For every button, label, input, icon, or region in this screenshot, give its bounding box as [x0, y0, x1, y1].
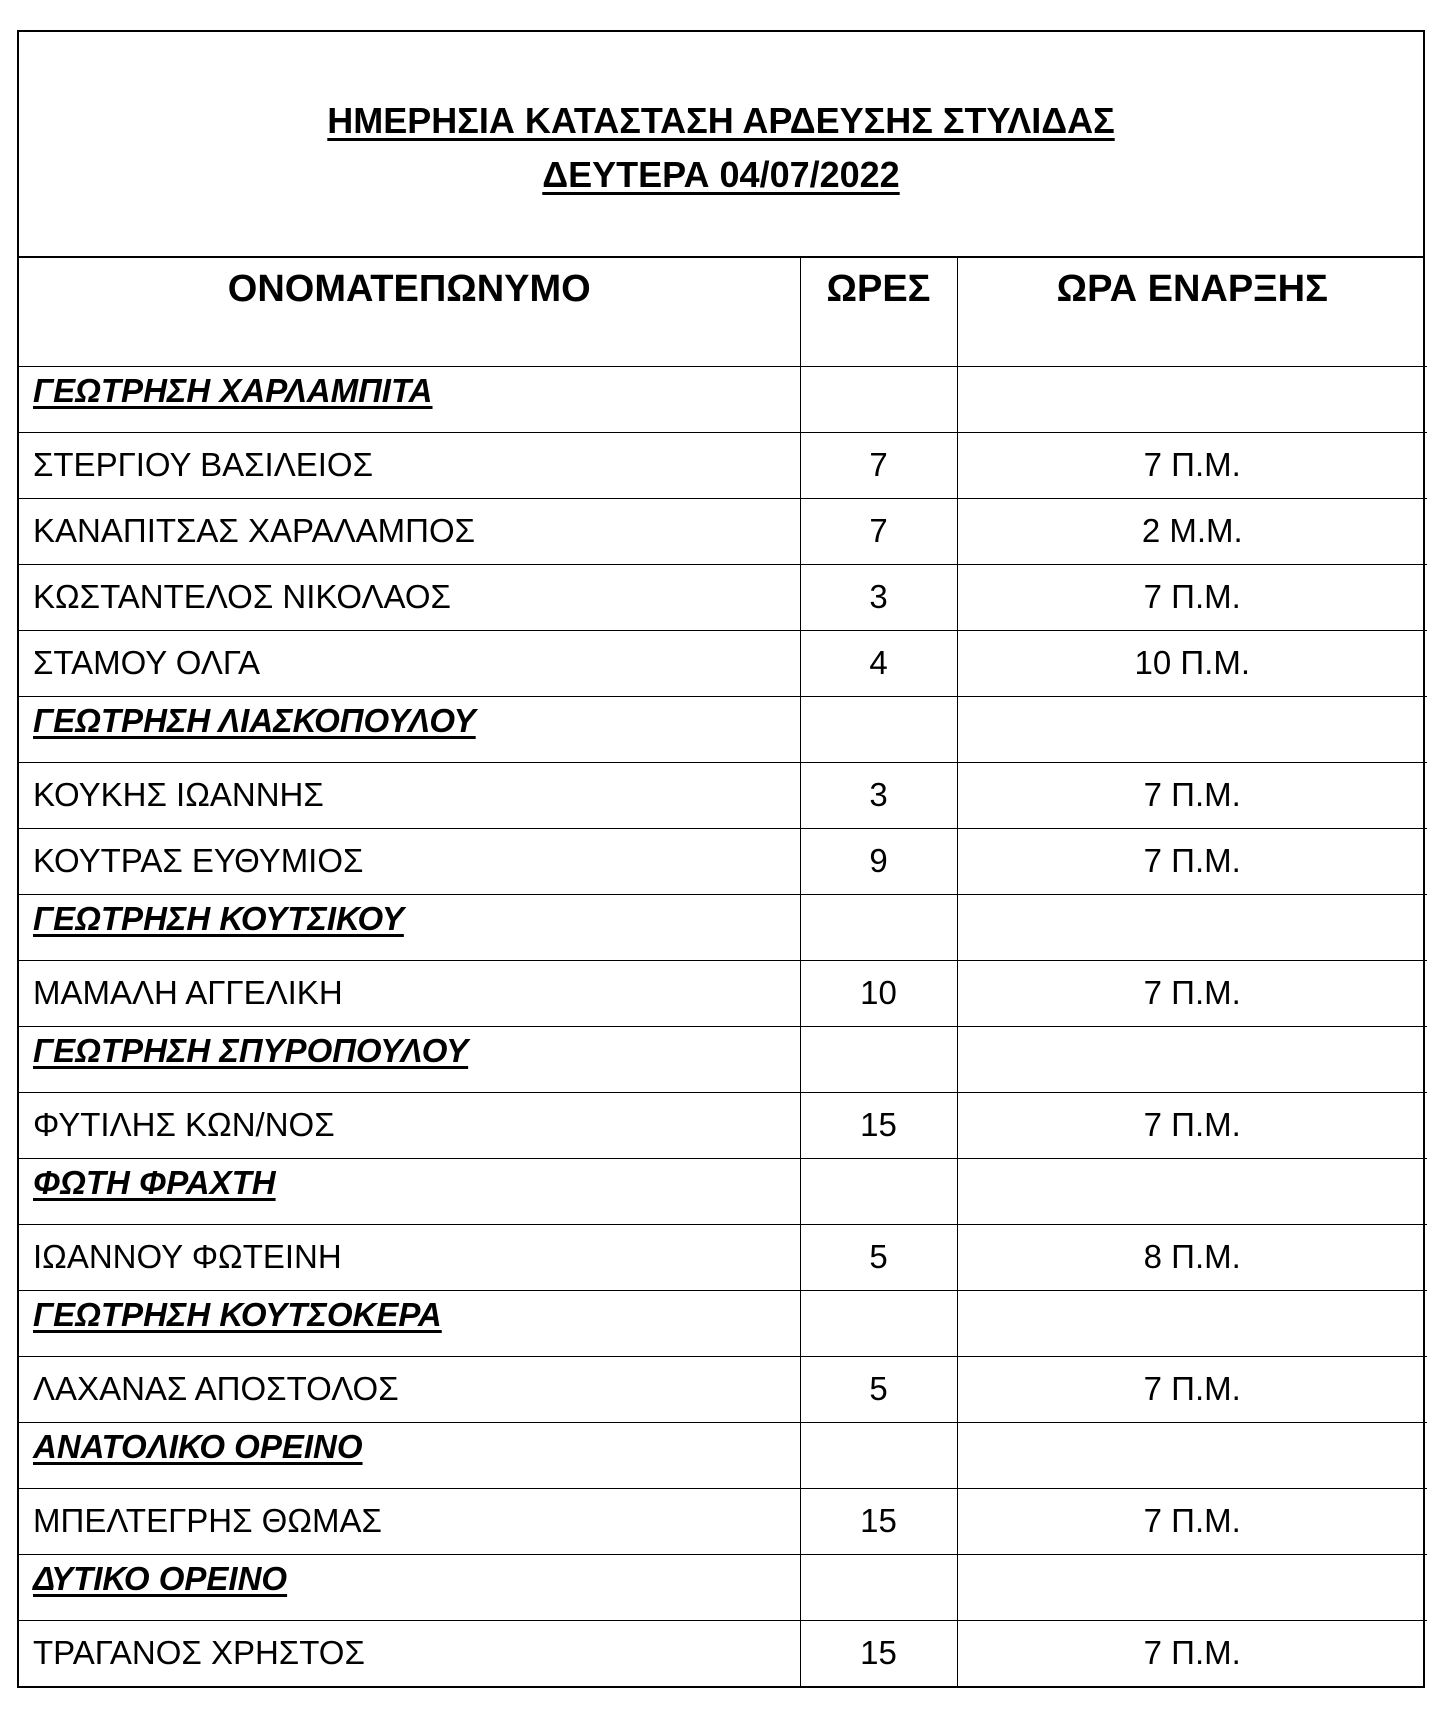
person-name: ΤΡΑΓΑΝΟΣ ΧΡΗΣΤΟΣ: [19, 1620, 800, 1686]
person-name: ΣΤΑΜΟΥ ΟΛΓΑ: [19, 630, 800, 696]
table-row: [19, 564, 1427, 630]
hours-cell: 5: [800, 1224, 957, 1290]
start-time-cell: [957, 894, 1427, 960]
start-time-cell: [957, 366, 1427, 432]
title-block: [19, 32, 1423, 258]
hours-cell: 5: [800, 1356, 957, 1422]
header-name: ΟΝΟΜΑΤΕΠΩΝΥΜΟ: [19, 258, 800, 366]
start-time-cell: [957, 1554, 1427, 1620]
group-row: [19, 696, 1427, 762]
person-name: ΦΥΤΙΛΗΣ ΚΩΝ/ΝΟΣ: [19, 1092, 800, 1158]
hours-cell: [800, 894, 957, 960]
person-name: ΚΑΝΑΠΙΤΣΑΣ ΧΑΡΑΛΑΜΠΟΣ: [19, 498, 800, 564]
start-time-cell: 7 Π.Μ.: [957, 432, 1427, 498]
group-name: ΦΩΤΗ ΦΡΑΧΤΗ: [19, 1158, 800, 1224]
header-start-time: ΩΡΑ ΕΝΑΡΞΗΣ: [957, 258, 1427, 366]
start-time-cell: 7 Π.Μ.: [957, 828, 1427, 894]
hours-cell: 3: [800, 762, 957, 828]
group-name: ΓΕΩΤΡΗΣΗ ΣΠΥΡΟΠΟΥΛΟΥ: [19, 1026, 800, 1092]
start-time-cell: [957, 696, 1427, 762]
person-name: ΚΩΣΤΑΝΤΕΛΟΣ ΝΙΚΟΛΑΟΣ: [19, 564, 800, 630]
hours-cell: 7: [800, 498, 957, 564]
hours-cell: 10: [800, 960, 957, 1026]
person-name: ΚΟΥΚΗΣ ΙΩΑΝΝΗΣ: [19, 762, 800, 828]
person-name: ΛΑΧΑΝΑΣ ΑΠΟΣΤΟΛΟΣ: [19, 1356, 800, 1422]
start-time-cell: 7 Π.Μ.: [957, 1356, 1427, 1422]
group-name: ΑΝΑΤΟΛΙΚΟ ΟΡΕΙΝΟ: [19, 1422, 800, 1488]
table-row: [19, 762, 1427, 828]
start-time-cell: 8 Π.Μ.: [957, 1224, 1427, 1290]
start-time-cell: 2 Μ.Μ.: [957, 498, 1427, 564]
start-time-cell: 7 Π.Μ.: [957, 1092, 1427, 1158]
group-row: [19, 1290, 1427, 1356]
group-name: ΓΕΩΤΡΗΣΗ ΚΟΥΤΣΟΚΕΡΑ: [19, 1290, 800, 1356]
hours-cell: [800, 1158, 957, 1224]
start-time-cell: [957, 1290, 1427, 1356]
start-time-cell: [957, 1026, 1427, 1092]
group-row: [19, 1554, 1427, 1620]
group-name: ΓΕΩΤΡΗΣΗ ΛΙΑΣΚΟΠΟΥΛΟΥ: [19, 696, 800, 762]
hours-cell: 4: [800, 630, 957, 696]
header-hours: ΩΡΕΣ: [800, 258, 957, 366]
hours-cell: 9: [800, 828, 957, 894]
hours-cell: [800, 1290, 957, 1356]
group-row: [19, 366, 1427, 432]
start-time-cell: 7 Π.Μ.: [957, 1620, 1427, 1686]
document-frame: [17, 30, 1425, 1688]
hours-cell: 15: [800, 1488, 957, 1554]
hours-cell: [800, 1554, 957, 1620]
person-name: ΜΑΜΑΛΗ ΑΓΓΕΛΙΚΗ: [19, 960, 800, 1026]
table-row: [19, 1092, 1427, 1158]
header-row: [19, 258, 1427, 366]
hours-cell: 15: [800, 1092, 957, 1158]
start-time-cell: [957, 1422, 1427, 1488]
table-row: [19, 1488, 1427, 1554]
hours-cell: [800, 1026, 957, 1092]
person-name: ΚΟΥΤΡΑΣ ΕΥΘΥΜΙΟΣ: [19, 828, 800, 894]
start-time-cell: 7 Π.Μ.: [957, 1488, 1427, 1554]
table-body: [19, 366, 1427, 1686]
table-row: [19, 828, 1427, 894]
group-name: ΔΥΤΙΚΟ ΟΡΕΙΝΟ: [19, 1554, 800, 1620]
hours-cell: [800, 1422, 957, 1488]
hours-cell: 7: [800, 432, 957, 498]
group-name: ΓΕΩΤΡΗΣΗ ΚΟΥΤΣΙΚΟΥ: [19, 894, 800, 960]
person-name: ΙΩΑΝΝΟΥ ΦΩΤΕΙΝΗ: [19, 1224, 800, 1290]
group-row: [19, 1422, 1427, 1488]
irrigation-table: [19, 258, 1427, 1686]
table-row: [19, 432, 1427, 498]
start-time-cell: [957, 1158, 1427, 1224]
document-title: ΗΜΕΡΗΣΙΑ ΚΑΤΑΣΤΑΣΗ ΑΡΔΕΥΣΗΣ ΣΤΥΛΙΔΑΣ: [327, 100, 1115, 141]
start-time-cell: 7 Π.Μ.: [957, 960, 1427, 1026]
table-row: [19, 1356, 1427, 1422]
hours-cell: 15: [800, 1620, 957, 1686]
person-name: ΜΠΕΛΤΕΓΡΗΣ ΘΩΜΑΣ: [19, 1488, 800, 1554]
table-row: [19, 960, 1427, 1026]
hours-cell: 3: [800, 564, 957, 630]
start-time-cell: 10 Π.Μ.: [957, 630, 1427, 696]
group-row: [19, 1158, 1427, 1224]
hours-cell: [800, 366, 957, 432]
group-name: ΓΕΩΤΡΗΣΗ ΧΑΡΛΑΜΠΙΤΑ: [19, 366, 800, 432]
group-row: [19, 894, 1427, 960]
start-time-cell: 7 Π.Μ.: [957, 564, 1427, 630]
group-row: [19, 1026, 1427, 1092]
table-row: [19, 630, 1427, 696]
table-row: [19, 498, 1427, 564]
start-time-cell: 7 Π.Μ.: [957, 762, 1427, 828]
table-row: [19, 1224, 1427, 1290]
document-date: ΔΕΥΤΕΡΑ 04/07/2022: [542, 154, 900, 195]
person-name: ΣΤΕΡΓΙΟΥ ΒΑΣΙΛΕΙΟΣ: [19, 432, 800, 498]
table-row: [19, 1620, 1427, 1686]
hours-cell: [800, 696, 957, 762]
